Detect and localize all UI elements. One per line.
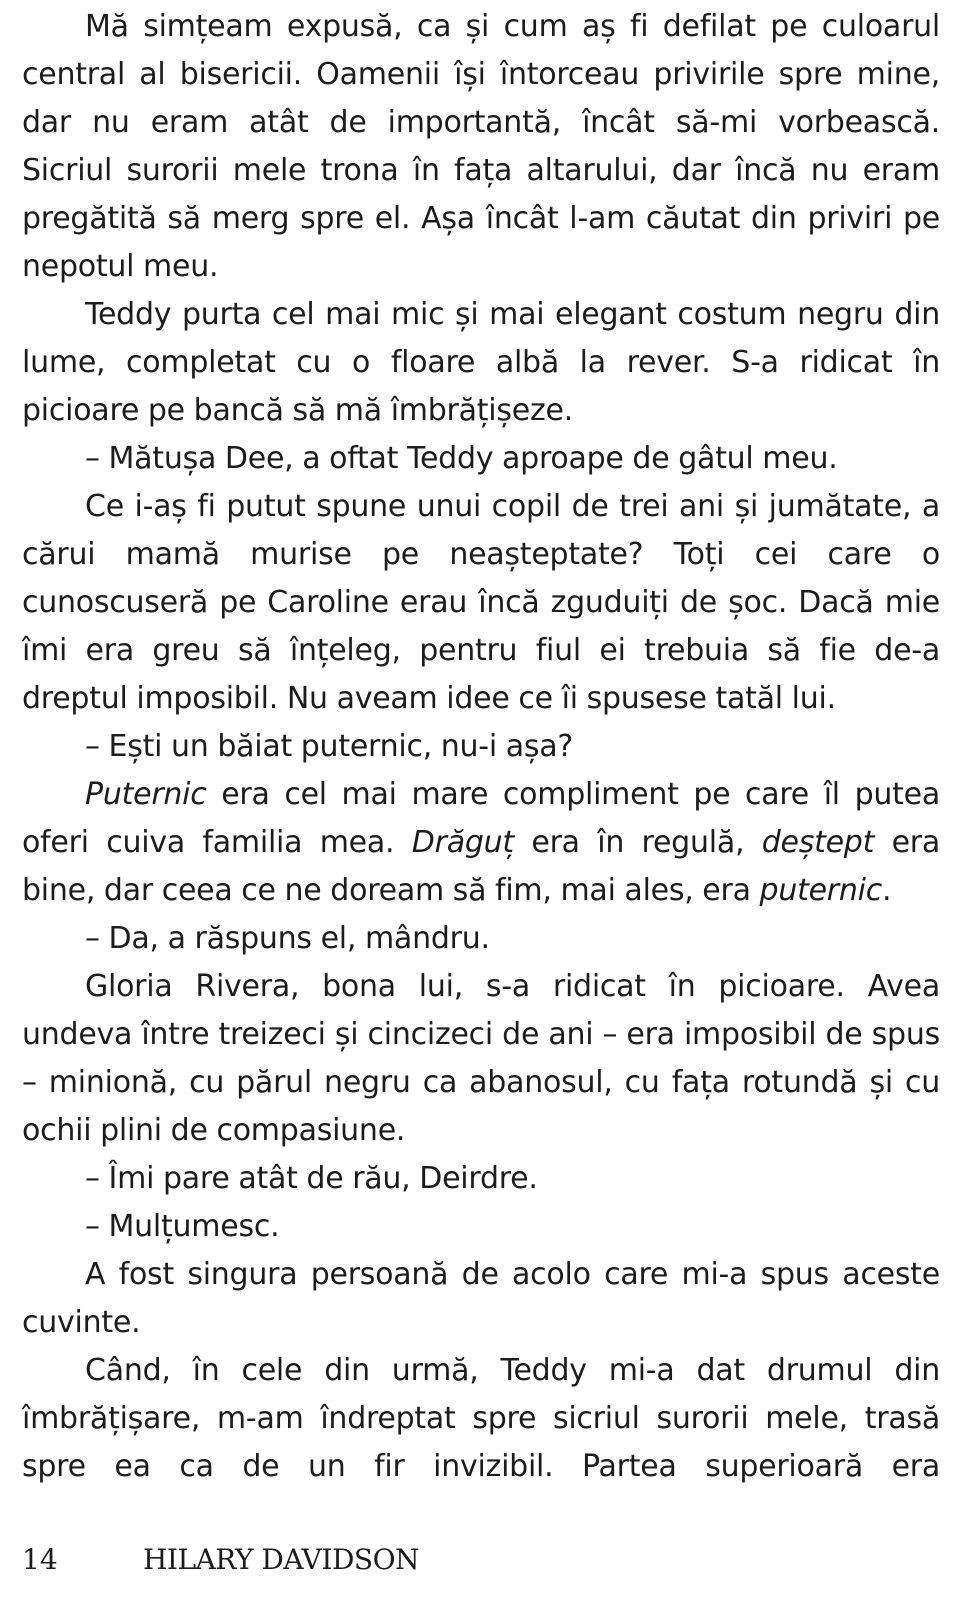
- italic-word: deștept: [761, 825, 875, 860]
- italic-word: puternic: [759, 873, 882, 908]
- paragraph: Ce i-aș fi putut spune unui copil de trei ani și jumătate, a cărui mamă murise pe neașteptate? Toți cei care o cunoscuseră pe Caroline erau încă zguduiți de șoc. Dacă mie îmi era greu să înțeleg, pentru fiul ei trebuia să fie de-a dreptul imposibil. Nu aveam idee ce îi spusese tatăl lui.: [22, 489, 940, 716]
- dialogue-line: – Mătușa Dee, a oftat Teddy aproape de gâtul meu.: [85, 441, 838, 476]
- italic-word: Puternic: [85, 777, 207, 812]
- dialogue-line: – Mulțumesc.: [85, 1209, 280, 1244]
- book-page: [22, 0, 940, 1600]
- text-run: era bine, dar ceea ce ne doream să fim, mai ales, era: [22, 825, 940, 908]
- paragraph: Când, în cele din urmă, Teddy mi-a dat drumul din îmbrățișare, m-am îndreptat spre sicriul surorii mele, trasă spre ea ca de un fir invizibil. Partea superioară era: [22, 1353, 940, 1484]
- paragraph: [22, 771, 940, 915]
- dialogue-line: – Da, a răspuns el, mândru.: [85, 921, 490, 956]
- paragraph: Mă simțeam expusă, ca și cum aș fi defilat pe culoarul central al bisericii. Oamenii își întorceau privirile spre mine, dar nu eram atât de importantă, încât să-mi vorbească. Sicriul surorii mele trona în fața altarului, dar încă nu eram pregătită să merg spre el. Așa încât l-am căutat din priviri pe nepotul meu.: [22, 9, 940, 284]
- dialogue-line: – Ești un băiat puternic, nu-i așa?: [85, 729, 574, 764]
- body-text: [22, 3, 940, 1491]
- paragraph: A fost singura persoană de acolo care mi-a spus aceste cuvinte.: [22, 1257, 940, 1340]
- paragraph: Teddy purta cel mai mic și mai elegant costum negru din lume, completat cu o floare albă la rever. S-a ridicat în picioare pe bancă să mă îmbrățișeze.: [22, 297, 940, 428]
- italic-word: Drăguț: [411, 825, 514, 860]
- dialogue-line: – Îmi pare atât de rău, Deirdre.: [85, 1161, 538, 1196]
- page-footer: [22, 1542, 940, 1582]
- page-number: 14: [22, 1543, 58, 1576]
- running-footer-author: HILARY DAVIDSON: [143, 1543, 420, 1576]
- paragraph: Gloria Rivera, bona lui, s-a ridicat în picioare. Avea undeva între treizeci și cincizeci de ani – era imposibil de spus – minionă, cu părul negru ca abanosul, cu fața rotundă și cu ochii plini de compasiune.: [22, 969, 940, 1148]
- text-run: era în regulă,: [513, 825, 762, 860]
- text-run: .: [881, 873, 892, 908]
- text-run: era cel mai mare compliment pe care îl putea oferi cuiva familia mea.: [22, 777, 940, 860]
